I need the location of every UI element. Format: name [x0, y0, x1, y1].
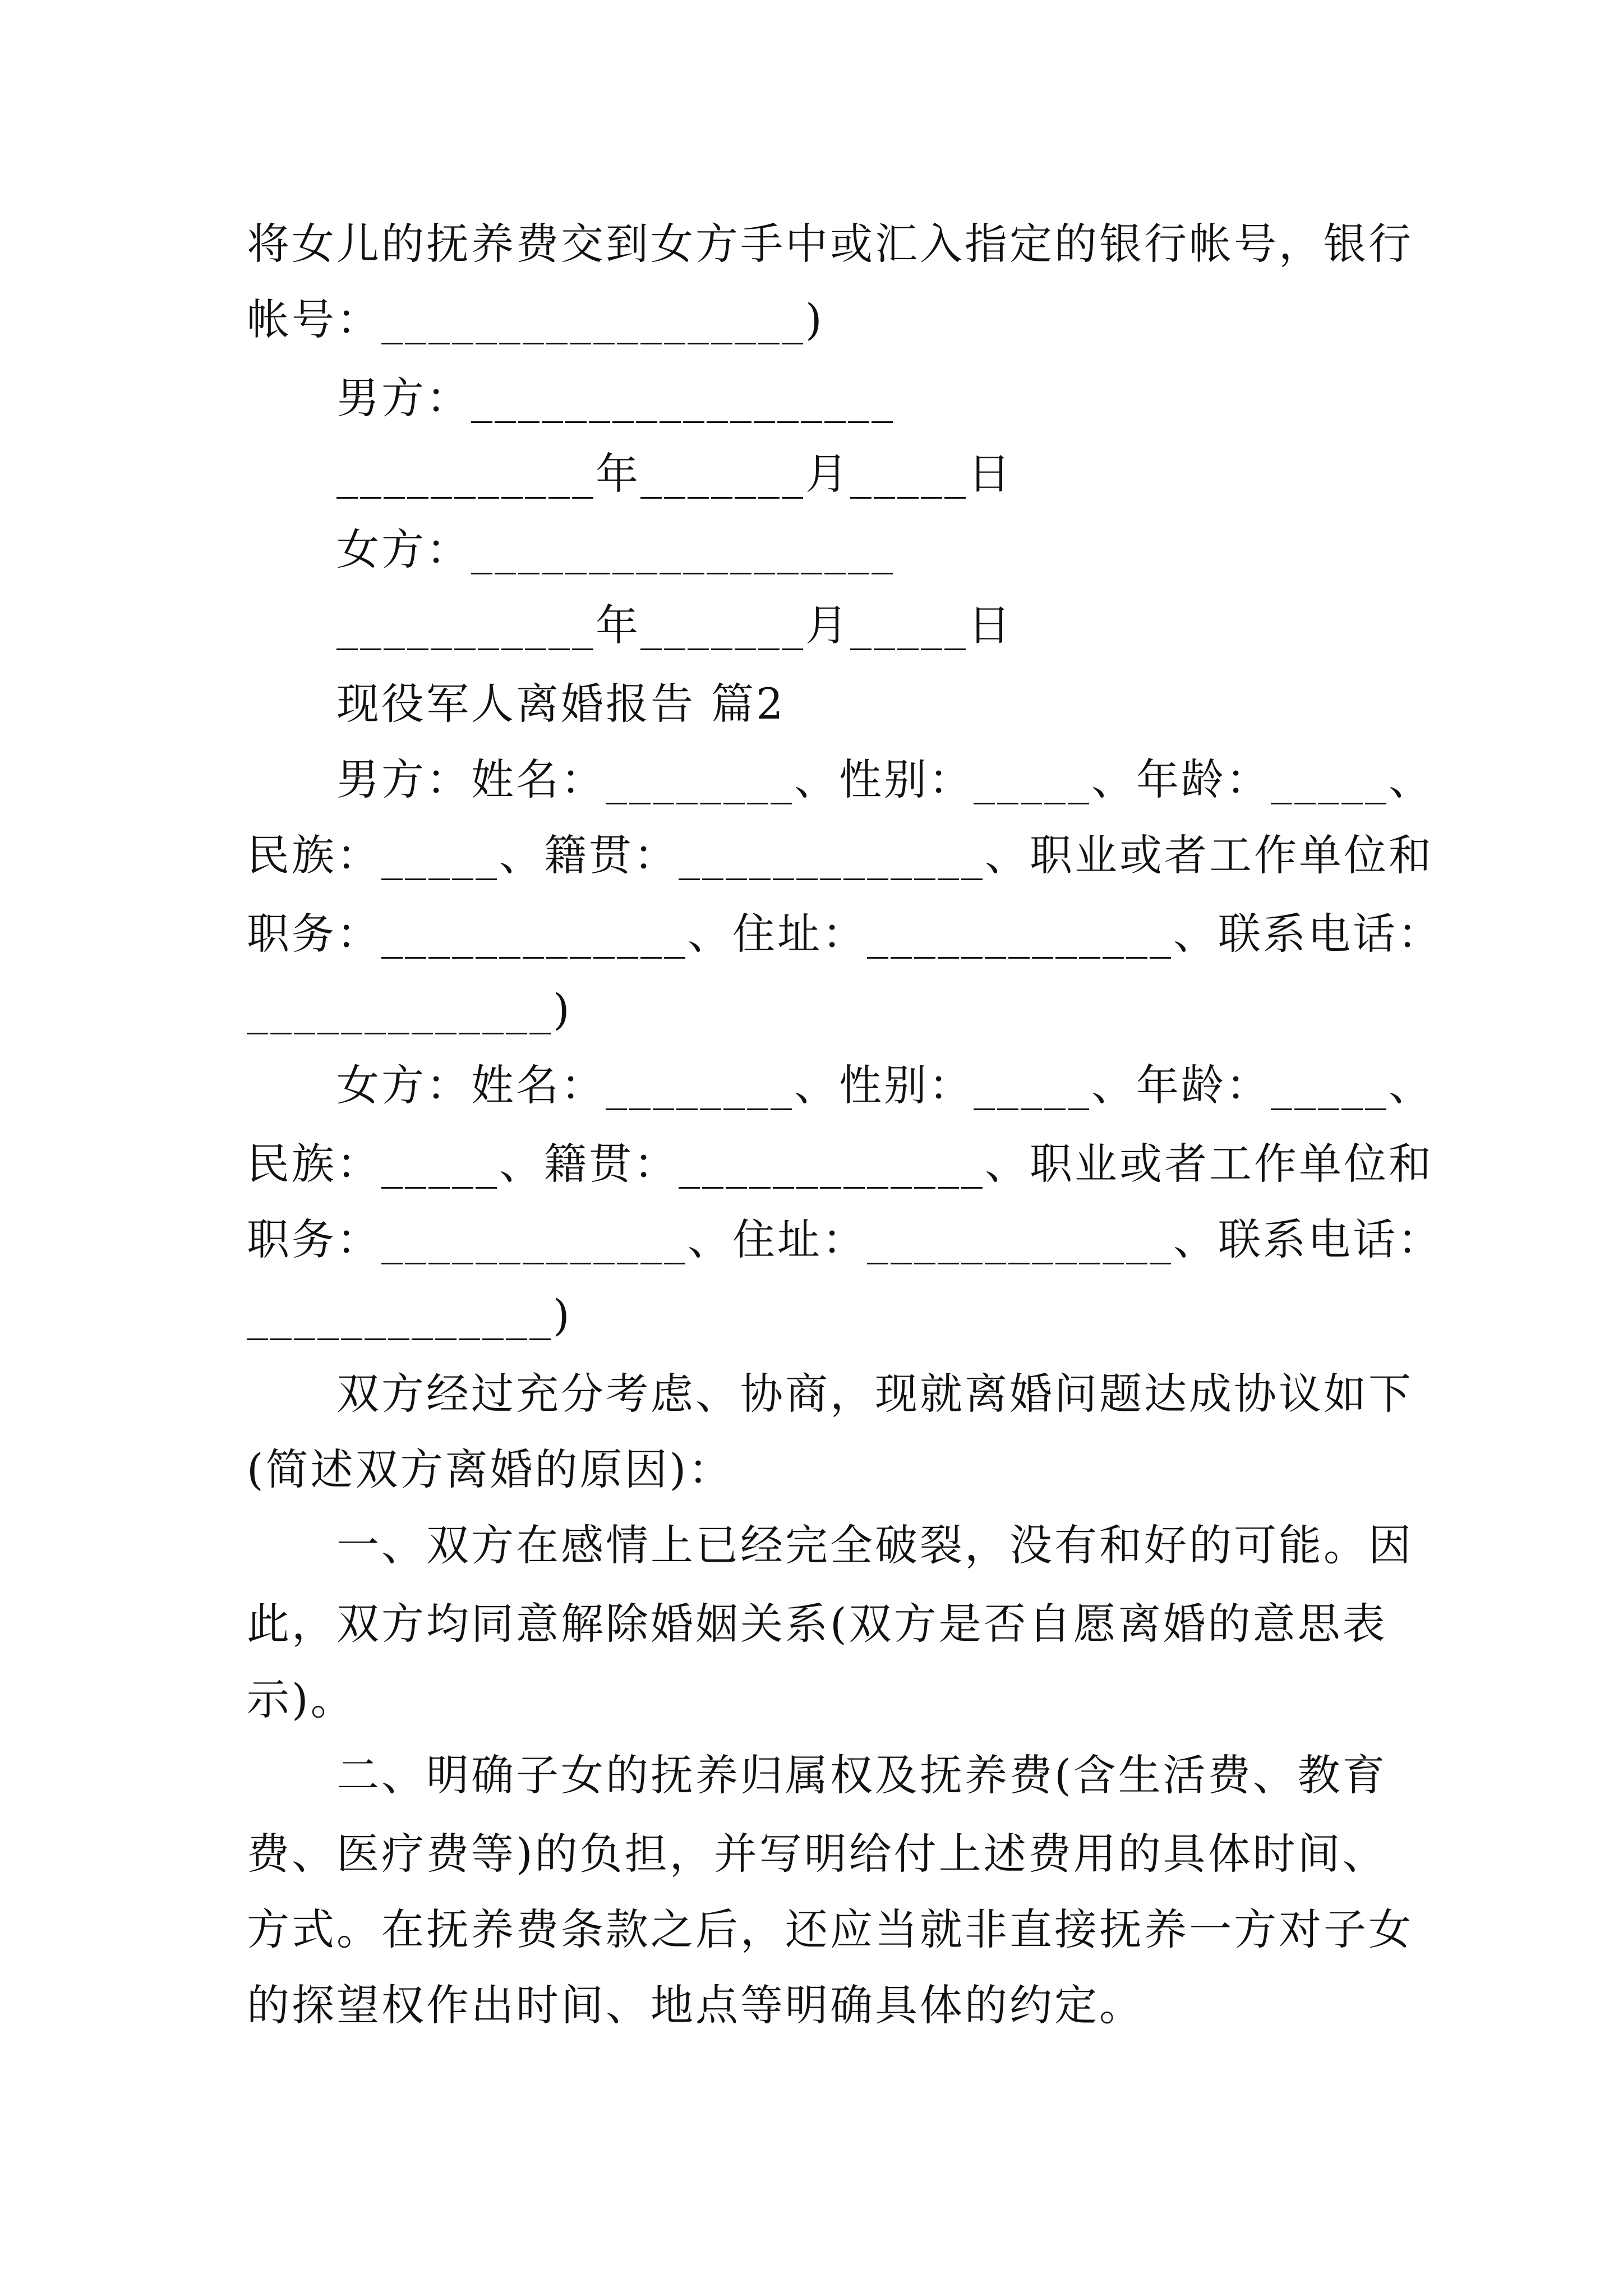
text-line: 将女儿的抚养费交到女方手中或汇入指定的银行帐号，银行 [247, 219, 1413, 269]
text-line: 帐号：__________________) [247, 295, 824, 344]
text-line: _____________) [247, 1290, 572, 1340]
date-line: ___________年_______月_____日 [336, 449, 1013, 499]
text-line: _____________) [247, 984, 572, 1034]
text-line: 女方：姓名：________、性别：_____、年龄：_____、 [336, 1060, 1433, 1110]
text-line: 方式。在抚养费条款之后，还应当就非直接抚养一方对子女 [247, 1904, 1413, 1954]
text-line: 的探望权作出时间、地点等明确具体的约定。 [247, 1980, 1144, 2030]
text-line: 示)。 [247, 1674, 356, 1724]
text-line: 费、医疗费等)的负担，并写明给付上述费用的具体时间、 [247, 1829, 1387, 1879]
text-line: 民族：_____、籍贯：_____________、职业或者工作单位和 [247, 1139, 1433, 1189]
text-line: 双方经过充分考虑、协商，现就离婚问题达成协议如下 [336, 1369, 1413, 1419]
signature-line-female: 女方：__________________ [336, 524, 895, 574]
text-line: 男方：姓名：________、性别：_____、年龄：_____、 [336, 754, 1433, 804]
date-line: ___________年_______月_____日 [336, 600, 1013, 650]
text-line: 民族：_____、籍贯：_____________、职业或者工作单位和 [247, 830, 1433, 880]
text-line: 此，双方均同意解除婚姻关系(双方是否自愿离婚的意思表 [247, 1599, 1387, 1649]
text-line: (简述双方离婚的原因)： [247, 1444, 734, 1494]
text-line: 二、明确子女的抚养归属权及抚养费(含生活费、教育 [336, 1750, 1387, 1800]
signature-line-male: 男方：__________________ [336, 373, 895, 423]
text-line: 一、双方在感情上已经完全破裂，没有和好的可能。因 [336, 1520, 1413, 1570]
text-line: 职务：_____________、住址：_____________、联系电话： [247, 909, 1442, 959]
text-line: 职务：_____________、住址：_____________、联系电话： [247, 1214, 1442, 1264]
section-heading: 现役军人离婚报告 篇2 [336, 679, 786, 729]
